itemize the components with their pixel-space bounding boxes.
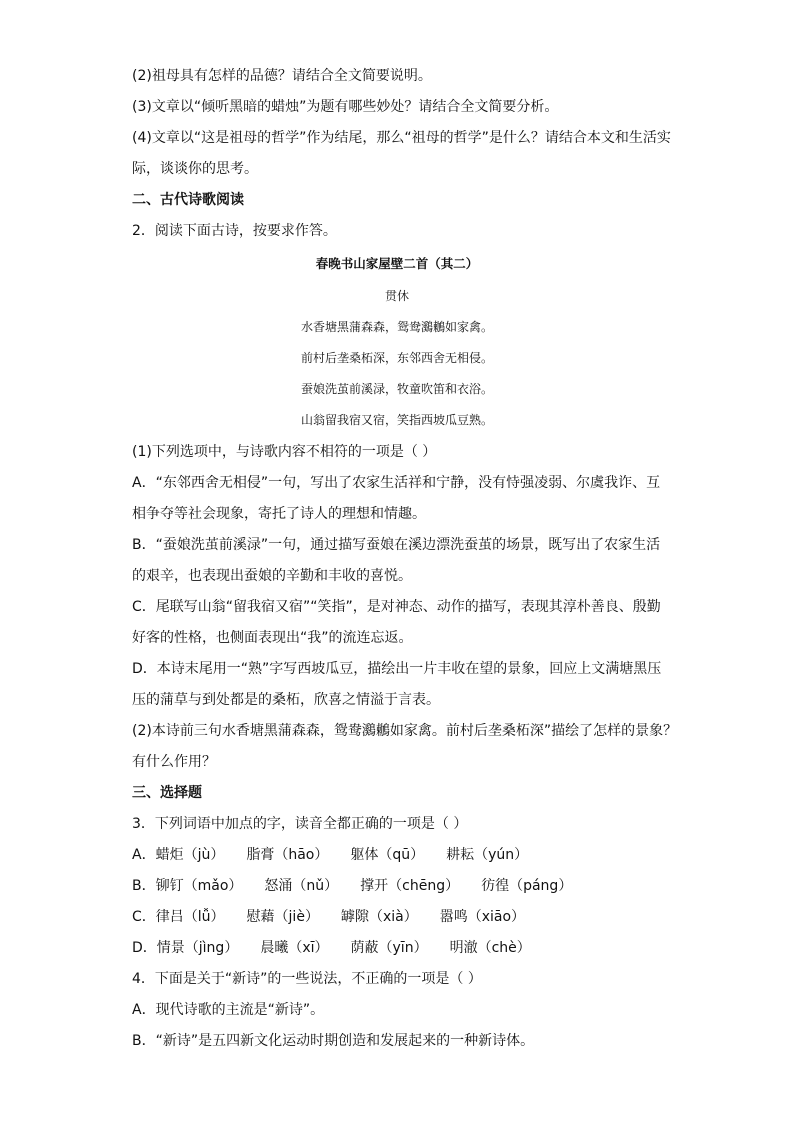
option-a-line-2: 相争夺等社会现象，寄托了诗人的理想和情趣。: [132, 506, 426, 522]
question-3-option-c: [132, 907, 547, 927]
option-term: 耕耘（yún）: [446, 847, 529, 863]
section-heading-poetry: 二、古代诗歌阅读: [132, 192, 244, 208]
option-a-line-1: A．“东邻西舍无相侵”一句，写出了农家生活祥和宁静，没有恃强凌弱、尔虞我诈、互: [132, 475, 661, 491]
poem-line: 水香塘黑蒲森森，鸳鸯鸂鶒如家禽。: [300, 320, 493, 334]
question-4-option-a: A．现代诗歌的主流是“新诗”。: [132, 1002, 325, 1018]
question-3-option-a: [132, 845, 550, 865]
question-1-sub-4-line-1: (4)文章以“这是祖母的哲学”作为结尾，那么“祖母的哲学”是什么？请结合本文和生活实: [132, 130, 671, 146]
question-2-sub-2-line-1: (2)本诗前三句水香塘黑蒲森森，鸳鸯鸂鶒如家禽。前村后垄桑柘深”描绘了怎样的景象？: [132, 723, 678, 739]
option-b-line-2: 的艰辛，也表现出蚕娘的辛勤和丰收的喜悦。: [132, 568, 412, 584]
option-term: B．铆钉（mǎo）: [132, 878, 243, 894]
question-2-sub-1: (1)下列选项中，与诗歌内容不相符的一项是（ ）: [132, 444, 437, 460]
section-heading-choice: 三、选择题: [132, 785, 202, 801]
option-d-line-2: 压的蒲草与到处都是的桑柘，欣喜之情溢于言表。: [132, 692, 440, 708]
poem-line: 山翁留我宿又宿，笑指西坡瓜豆熟。: [300, 413, 493, 427]
option-term: 脂膏（hāo）: [246, 847, 329, 863]
question-1-sub-2: (2)祖母具有怎样的品德？请结合全文简要说明。: [132, 68, 432, 84]
question-4-option-b: B．“新诗”是五四新文化运动时期创造和发展起来的一种新诗体。: [132, 1033, 535, 1049]
question-2-intro: 2．阅读下面古诗，按要求作答。: [132, 223, 337, 239]
option-c-line-2: 好客的性格，也侧面表现出“我”的流连忘返。: [132, 630, 413, 646]
poem-author: 贯休: [384, 289, 409, 303]
option-term: D．情景（jìng）: [132, 940, 239, 956]
option-term: A．蜡炬（jù）: [132, 847, 225, 863]
option-d-line-1: D．本诗末尾用一“熟”字写西坡瓜豆，描绘出一片丰收在望的景象，回应上文满塘黑压: [132, 661, 662, 677]
option-term: 罅隙（xià）: [340, 909, 418, 925]
option-term: 彷徨（páng）: [481, 878, 573, 894]
question-1-sub-3: (3)文章以“倾听黑暗的蜡烛”为题有哪些妙处？请结合全文简要分析。: [132, 99, 559, 115]
question-3-option-b: [132, 876, 594, 896]
option-term: 怒涌（nǔ）: [264, 878, 339, 894]
question-1-sub-4-line-2: 际，谈谈你的思考。: [132, 161, 258, 177]
question-4-stem: 4．下面是关于“新诗”的一些说法，不正确的一项是（ ）: [132, 971, 482, 987]
option-term: C．律吕（lǚ）: [132, 909, 225, 925]
option-b-line-1: B．“蚕娘洗茧前溪渌”一句，通过描写蚕娘在溪边漂洗蚕茧的场景，既写出了农家生活: [132, 537, 661, 553]
poem-title: 春晚书山家屋壁二首（其二）: [315, 256, 479, 271]
option-term: 慰藉（jiè）: [246, 909, 319, 925]
option-term: 明澈（chè）: [449, 940, 531, 956]
poem-line: 蚕娘洗茧前溪渌，牧童吹笛和衣浴。: [300, 382, 493, 396]
option-term: 撑开（chēng）: [360, 878, 460, 894]
option-term: 躯体（qū）: [350, 847, 425, 863]
option-term: 晨曦（xī）: [260, 940, 329, 956]
poem-line: 前村后垄桑柘深，东邻西舍无相侵。: [300, 351, 493, 365]
option-term: 嚣鸣（xiāo）: [439, 909, 526, 925]
question-3-stem: 3．下列词语中加点的字，读音全都正确的一项是（ ）: [132, 816, 468, 832]
question-2-sub-2-line-2: 有什么作用？: [132, 754, 216, 770]
question-3-option-d: [132, 938, 553, 958]
option-c-line-1: C．尾联写山翁“留我宿又宿”“笑指”，是对神态、动作的描写，表现其淳朴善良、殷勤: [132, 599, 661, 615]
option-term: 荫蔽（yīn）: [350, 940, 428, 956]
